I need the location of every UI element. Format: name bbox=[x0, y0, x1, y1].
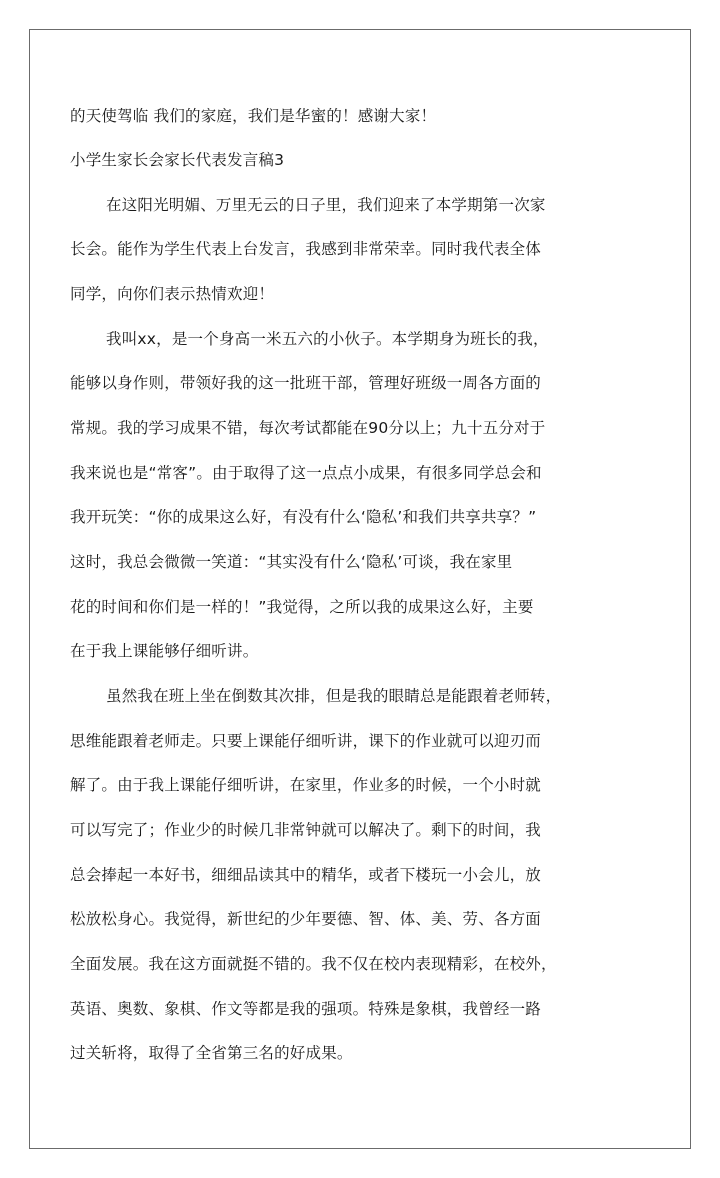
paragraph-line: 总会捧起一本好书，细细品读其中的精华，或者下楼玩一小会儿，放 bbox=[70, 866, 542, 884]
paragraph-line: 能够以身作则，带领好我的这一批班干部，管理好班级一周各方面的 bbox=[70, 374, 542, 392]
paragraph-line: 我来说也是“常客”。由于取得了这一点点小成果，有很多同学总会和 bbox=[70, 464, 542, 482]
paragraph-line: 我开玩笑：“你的成果这么好，有没有什么‘隐私’和我们共享共享？” bbox=[70, 508, 537, 526]
text-line: 的天使驾临 我们的家庭，我们是华蜜的！感谢大家！ bbox=[70, 107, 437, 125]
paragraph-line: 在于我上课能够仔细听讲。 bbox=[70, 642, 259, 660]
paragraph-line: 同学，向你们表示热情欢迎！ bbox=[70, 285, 275, 303]
paragraph-line: 花的时间和你们是一样的！”我觉得，之所以我的成果这么好，主要 bbox=[70, 598, 534, 616]
paragraph-line: 解了。由于我上课能仔细听讲，在家里，作业多的时候，一个小时就 bbox=[70, 776, 542, 794]
paragraph-line: 常规。我的学习成果不错，每次考试都能在90分以上；九十五分对于 bbox=[70, 419, 546, 437]
paragraph-line: 我叫xx，是一个身高一米五六的小伙子。本学期身为班长的我， bbox=[106, 330, 549, 348]
paragraph-line: 思维能跟着老师走。只要上课能仔细听讲，课下的作业就可以迎刃而 bbox=[70, 732, 542, 750]
section-title: 小学生家长会家长代表发言稿3 bbox=[70, 151, 285, 169]
paragraph-line: 英语、奥数、象棋、作文等都是我的强项。特殊是象棋，我曾经一路 bbox=[70, 1000, 542, 1018]
paragraph-line: 松放松身心。我觉得，新世纪的少年要德、智、体、美、劳、各方面 bbox=[70, 910, 542, 928]
paragraph-line: 长会。能作为学生代表上台发言，我感到非常荣幸。同时我代表全体 bbox=[70, 240, 542, 258]
paragraph-line: 这时，我总会微微一笑道：“其实没有什么‘隐私’可谈，我在家里 bbox=[70, 553, 513, 571]
paragraph-line: 在这阳光明媚、万里无云的日子里，我们迎来了本学期第一次家 bbox=[106, 196, 546, 214]
paragraph-line: 可以写完了；作业少的时候几非常钟就可以解决了。剩下的时间，我 bbox=[70, 821, 542, 839]
paragraph-line: 全面发展。我在这方面就挺不错的。我不仅在校内表现精彩，在校外， bbox=[70, 955, 557, 973]
paragraph-line: 虽然我在班上坐在倒数其次排，但是我的眼睛总是能跟着老师转， bbox=[106, 687, 562, 705]
paragraph-line: 过关斩将，取得了全省第三名的好成果。 bbox=[70, 1044, 353, 1062]
